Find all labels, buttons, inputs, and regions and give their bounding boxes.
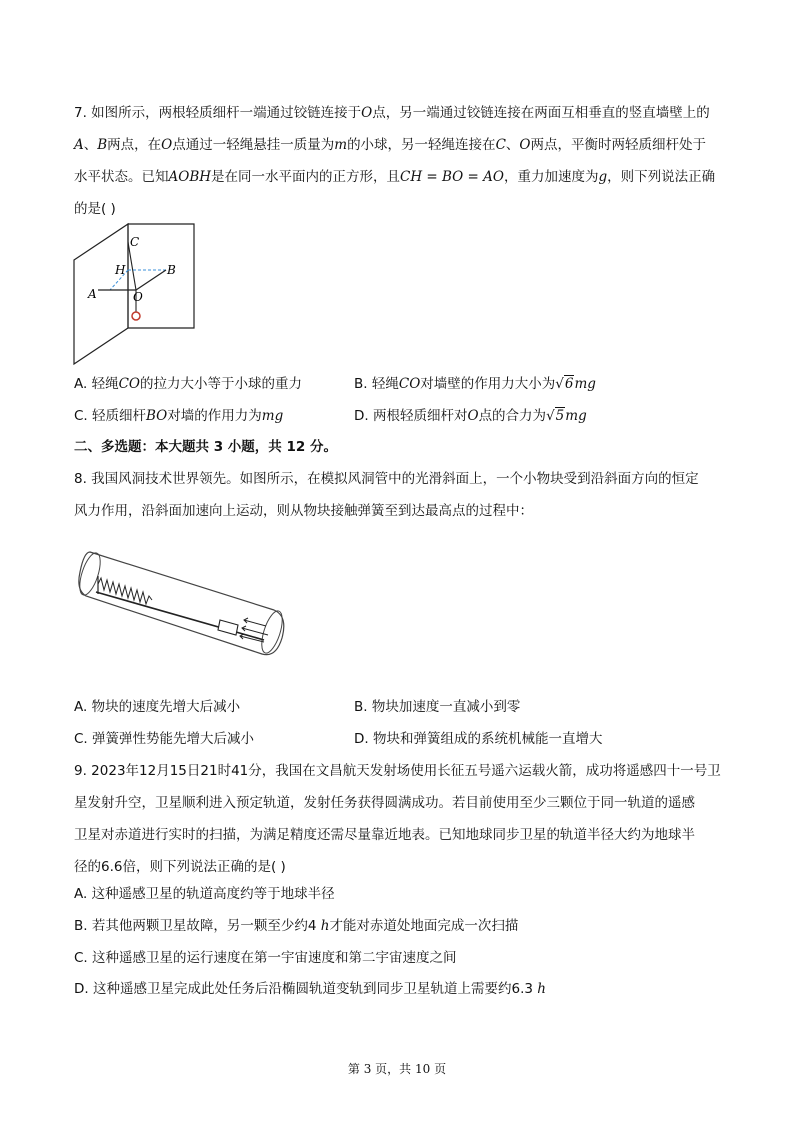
- q8-option-a[interactable]: A. 物块的速度先增大后减小: [74, 699, 241, 715]
- q9-line-3: 卫星对赤道进行实时的扫描，为满足精度还需尽量靠近地表。已知地球同步卫星的轨道半径大约为地球半: [74, 827, 695, 843]
- text: 点通过一轻绳悬挂一质量为: [172, 137, 335, 153]
- q8-figure: [78, 540, 290, 664]
- text: 点，另一端通过铰链连接在两面互相垂直的竖直墙壁上的: [372, 105, 710, 121]
- q8-line-1: 8. 我国风洞技术世界领先。如图所示，在模拟风洞管中的光滑斜面上，一个小物块受到沿斜面方向的恒定: [74, 471, 699, 487]
- q7-line-1: [74, 103, 710, 123]
- math-var: AOBH: [168, 169, 212, 185]
- math-var: m: [334, 137, 348, 153]
- text: 对墙壁的作用力大小为: [420, 376, 556, 392]
- q9-line-4: 径的6.6倍，则下列说法正确的是( ): [74, 859, 286, 875]
- math-var: g: [598, 169, 608, 185]
- math-var: B: [97, 137, 108, 153]
- math-var: O: [161, 137, 173, 153]
- tube-left-end: [78, 551, 104, 598]
- label-a: A: [88, 287, 97, 301]
- text: 、: [505, 137, 520, 153]
- math-var: mg: [261, 408, 284, 424]
- rope-co: [128, 242, 136, 290]
- text: B. 轻绳: [354, 376, 399, 392]
- block: [218, 620, 238, 635]
- q7-option-b[interactable]: [354, 374, 596, 394]
- q9-option-c[interactable]: C. 这种遥感卫星的运行速度在第一宇宙速度和第二宇宙速度之间: [74, 950, 457, 966]
- math-var: C: [495, 137, 506, 153]
- text: ，重力加速度为: [503, 169, 599, 185]
- math-var: O: [519, 137, 531, 153]
- text: 对墙的作用力为: [167, 408, 262, 424]
- math-var: mg: [565, 408, 587, 424]
- page-footer: 第 3 页，共 10 页: [347, 1062, 447, 1076]
- math-var: h: [320, 918, 330, 934]
- label-o: O: [133, 290, 143, 304]
- text: 是在同一水平面内的正方形，且: [211, 169, 401, 185]
- q7-option-a[interactable]: [74, 374, 302, 394]
- text: 的是( ): [74, 201, 116, 217]
- math-var: CO: [398, 376, 421, 392]
- left-wall: [74, 224, 128, 364]
- math-var: O: [361, 105, 373, 121]
- text: 水平状态。已知: [74, 169, 169, 185]
- q8-option-b[interactable]: B. 物块加速度一直减小到零: [354, 699, 521, 715]
- q7-figure: [70, 220, 200, 368]
- label-b: B: [167, 263, 176, 277]
- math-var: BO: [146, 408, 168, 424]
- text: A. 轻绳: [74, 376, 119, 392]
- tube-right-end: [258, 609, 287, 656]
- math-expr: CH = BO = AO: [400, 169, 504, 185]
- text: 两点，平衡时两轻质细杆处于: [530, 137, 706, 153]
- q9-option-b[interactable]: [74, 916, 518, 936]
- text: C. 轻质细杆: [74, 408, 147, 424]
- math-var: mg: [574, 376, 596, 392]
- q7-line-4: [74, 199, 116, 219]
- q7-option-d[interactable]: [354, 406, 587, 426]
- q8-option-d[interactable]: D. 物块和弹簧组成的系统机械能一直增大: [354, 731, 603, 747]
- math-var: CO: [118, 376, 140, 392]
- text: 两点，在: [107, 137, 162, 153]
- label-h: H: [115, 263, 126, 277]
- rod-bo: [136, 270, 166, 290]
- text: 的拉力大小等于小球的重力: [140, 376, 302, 392]
- q7-line-2: [74, 135, 706, 155]
- text: 、: [83, 137, 98, 153]
- q8-line-2: 风力作用，沿斜面加速向上运动，则从物块接触弹簧至到达最高点的过程中：: [74, 503, 533, 519]
- sqrt-value: 6: [564, 376, 574, 392]
- q9-line-1: 9. 2023年12月15日21时41分，我国在文昌航天发射场使用长征五号遥六运载火箭，成功将遥感四十一号卫: [74, 763, 721, 779]
- sqrt-value: 5: [555, 408, 565, 424]
- text: B. 若其他两颗卫星故障，另一颗至少约4: [74, 918, 321, 934]
- sqrt: √5: [546, 408, 565, 424]
- q8-option-c[interactable]: C. 弹簧弹性势能先增大后减小: [74, 731, 255, 747]
- text: 7. 如图所示，两根轻质细杆一端通过铰链连接于: [74, 105, 362, 121]
- q9-option-d[interactable]: [74, 979, 546, 999]
- text: ，则下列说法正确: [607, 169, 716, 185]
- math-var: h: [537, 981, 546, 997]
- section-header: 二、多选题：本大题共 3 小题，共 12 分。: [74, 439, 337, 455]
- sqrt: √6: [555, 376, 574, 392]
- ball: [132, 312, 140, 320]
- math-var: A: [74, 137, 84, 153]
- q7-line-3: [74, 167, 715, 187]
- q7-option-c[interactable]: [74, 406, 283, 426]
- text: D. 两根轻质细杆对: [354, 408, 468, 424]
- text: 的小球，另一轻绳连接在: [347, 137, 496, 153]
- label-c: C: [130, 235, 140, 249]
- text: 才能对赤道处地面完成一次扫描: [329, 918, 519, 934]
- text: 点的合力为: [478, 408, 547, 424]
- q9-line-2: 星发射升空，卫星顺利进入预定轨道，发射任务获得圆满成功。若目前使用至少三颗位于同一轨道的遥感: [74, 795, 695, 811]
- q9-option-a[interactable]: A. 这种遥感卫星的轨道高度约等于地球半径: [74, 886, 335, 902]
- text: D. 这种遥感卫星完成此处任务后沿椭圆轨道变轨到同步卫星轨道上需要约6.3: [74, 981, 538, 997]
- math-var: O: [467, 408, 479, 424]
